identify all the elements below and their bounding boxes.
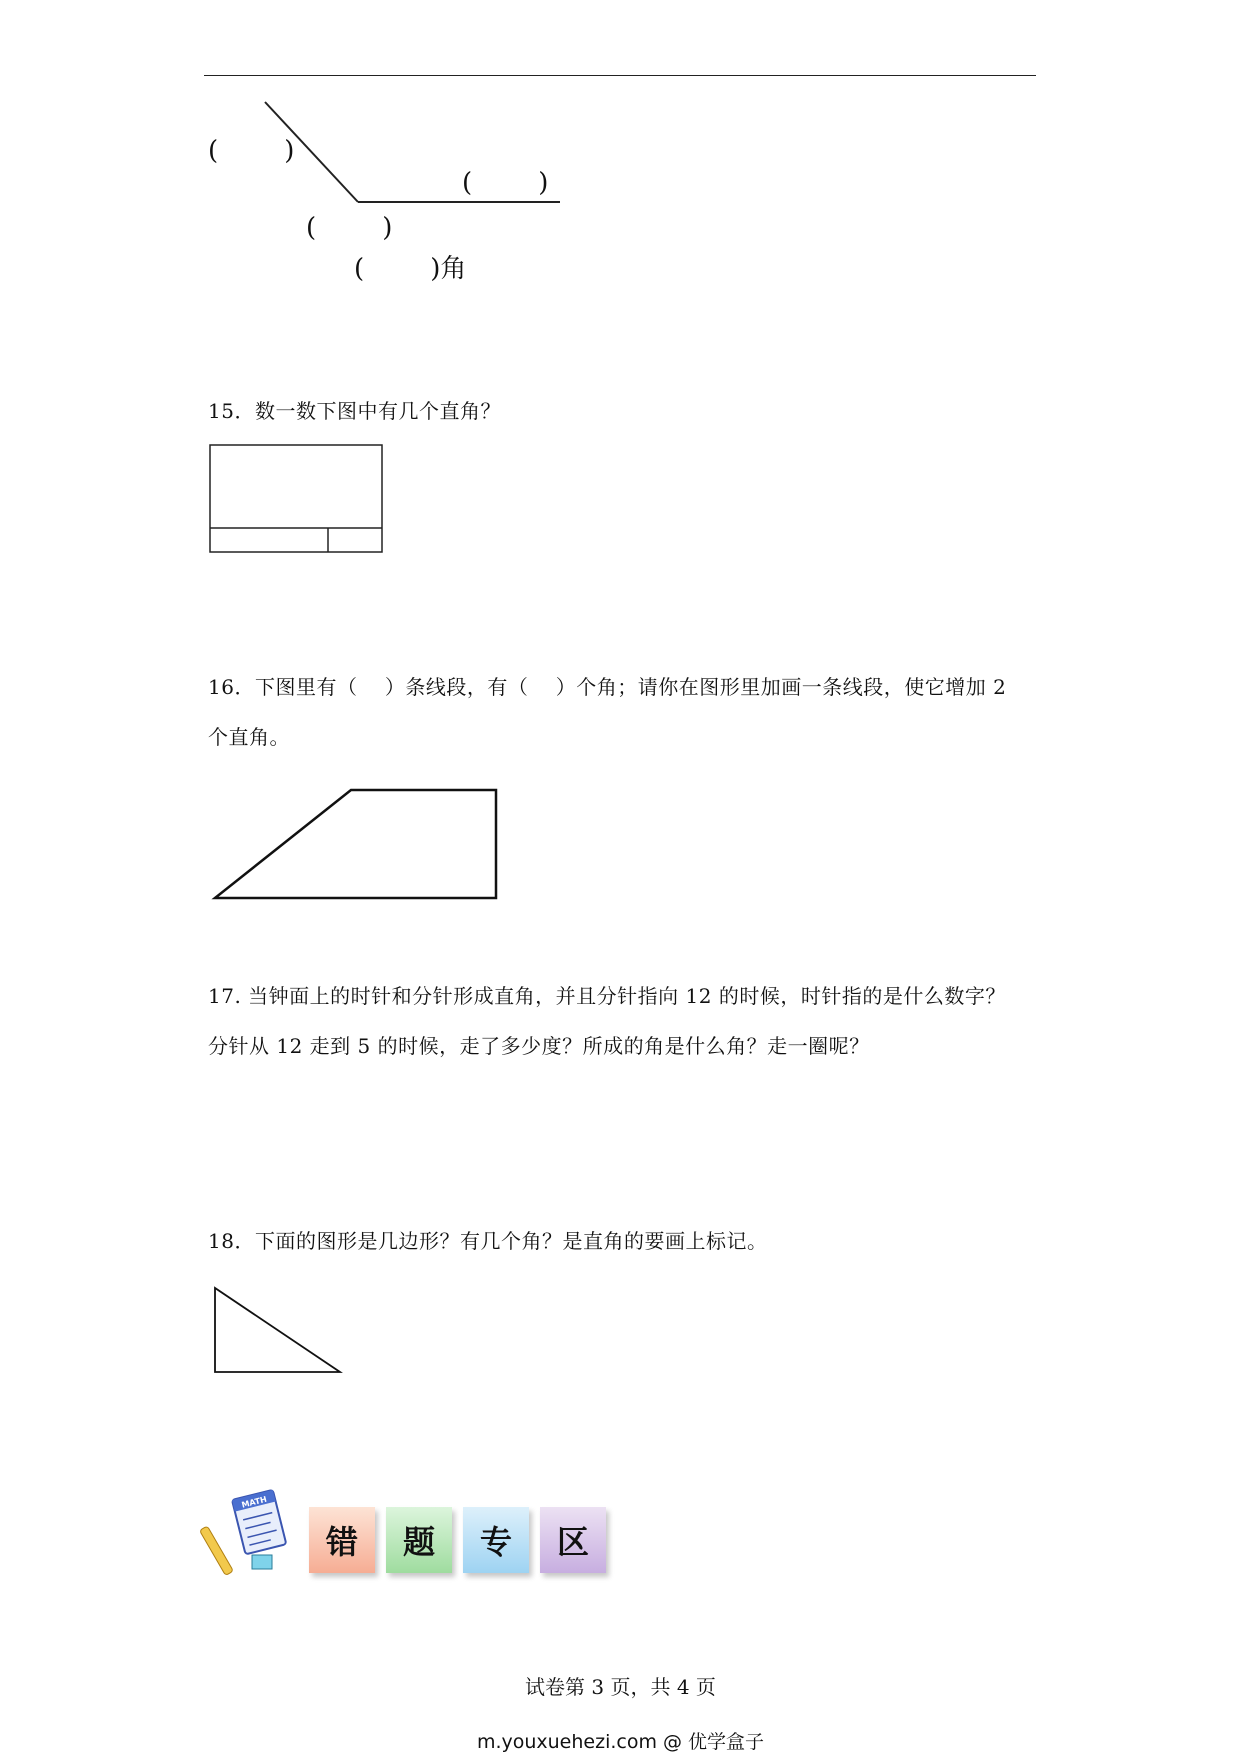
blank-vertex: ( ) xyxy=(306,213,393,243)
blank-left: ( ) xyxy=(208,136,295,166)
page-number: 试卷第 3 页，共 4 页 xyxy=(525,1675,716,1699)
banner-tile-zhuan: 专 xyxy=(463,1507,529,1573)
banner-tile-cuo: 错 xyxy=(309,1507,375,1573)
question-17-line-2: 分针从 12 走到 5 的时候，走了多少度？所成的角是什么角？走一圈呢？ xyxy=(208,1034,870,1058)
question-15: 15．数一数下图中有几个直角？ xyxy=(208,399,501,423)
question-16-line-1: 16．下图里有（ ）条线段，有（ ）个角；请你在图形里加画一条线段，使它增加 2 xyxy=(208,675,1007,699)
banner-tile-qu: 区 xyxy=(540,1507,606,1573)
question-17-line-1: 17. 当钟面上的时针和分针形成直角，并且分针指向 12 的时候，时针指的是什么数字？ xyxy=(208,984,1006,1008)
question-18: 18．下面的图形是几边形？有几个角？是直角的要画上标记。 xyxy=(208,1229,768,1253)
blank-right: ( ) xyxy=(462,168,549,198)
site-watermark: m.youxuehezi.com @ 优学盒子 xyxy=(476,1731,765,1753)
math-icon-text: MATH xyxy=(240,1494,268,1510)
banner-tile-ti: 题 xyxy=(386,1507,452,1573)
blank-angle-name: ( )角 xyxy=(354,254,467,284)
question-16-line-2: 个直角。 xyxy=(208,725,290,749)
